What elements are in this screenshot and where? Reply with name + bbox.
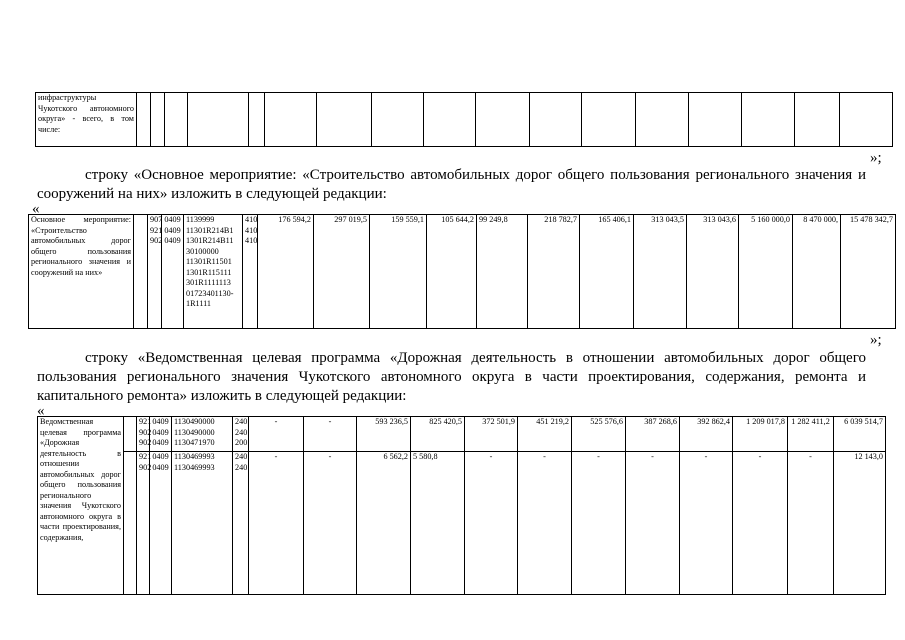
value-cell: 159 559,1 [370,215,427,329]
value-cell: - [304,452,357,595]
value-cell: 451 219,2 [518,417,572,452]
value-cell: - [465,452,518,595]
csr-codes: 1130490000 1130490000 1130471970 [172,417,233,452]
value-cell: 8 470 000, [793,215,841,329]
value-cell: 593 236,5 [357,417,411,452]
value-cell: 313 043,5 [634,215,687,329]
value-cell: 392 862,4 [680,417,733,452]
table-fragment-top [35,92,893,147]
amendment-paragraph [37,349,866,406]
value-cell: - [733,452,788,595]
row-name-cell: Ведомственная целевая программа «Дорожная деятельность в отношении автомобильных дорог общего пользования регионального значения Чукотского автономного округа в части проектирования, содержания, [38,417,124,595]
paragraph-text: строку «Основное мероприятие: «Строительство автомобильных дорог общего пользования регионального значения и сооружений на них» изложить в следующей редакции: [37,167,866,202]
value-cell: - [626,452,680,595]
vr-codes: 240 240 200 [233,417,249,452]
table-main-event [28,214,896,329]
total-cell: 15 478 342,7 [841,215,896,329]
closing-quote-mark: »; [870,150,882,166]
value-cell: - [304,417,357,452]
grbs-codes: 921 902 [137,452,150,595]
value-cell: 5 580,8 [411,452,465,595]
csr-codes: 1130469993 1130469993 [172,452,233,595]
value-cell: - [572,452,626,595]
value-cell: - [249,452,304,595]
value-cell: 1 209 017,8 [733,417,788,452]
vr-codes: 240 240 [233,452,249,595]
total-cell: 6 039 514,7 [834,417,886,452]
value-cell: - [788,452,834,595]
total-cell: 12 143,0 [834,452,886,595]
value-cell: 387 268,6 [626,417,680,452]
value-cell: 372 501,9 [465,417,518,452]
vr-codes: 410 410 410 [243,215,258,329]
value-cell: - [518,452,572,595]
value-cell: 1 282 411,2 [788,417,834,452]
amendment-paragraph [37,166,866,204]
grbs-codes: 907 921 902 [148,215,162,329]
value-cell: 99 249,8 [477,215,528,329]
closing-quote-mark: »; [870,332,882,348]
value-cell: 525 576,6 [572,417,626,452]
value-cell: - [249,417,304,452]
value-cell: 313 043,6 [687,215,739,329]
value-cell: - [680,452,733,595]
grbs-codes: 921 902 902 [137,417,150,452]
value-cell: 297 019,5 [314,215,370,329]
csr-codes: 1139999 11301R214B1 1301R214B11 30100000 11301R11501 1301R115111 301R1111113 01723401130- 1R1111 [184,215,243,329]
value-cell: 825 420,5 [411,417,465,452]
section-codes: 0409 0409 0409 [150,417,172,452]
value-cell: 165 406,1 [580,215,634,329]
section-codes: 0409 0409 0409 [162,215,184,329]
row-name-cell: инфраструктуры Чукотского автономного округа» - всего, в том числе: [36,93,137,147]
value-cell: 218 782,7 [528,215,580,329]
value-cell: 105 644,2 [427,215,477,329]
table-departmental-program [37,416,886,595]
value-cell: 6 562,2 [357,452,411,595]
paragraph-text: строку «Ведомственная целевая программа «Дорожная деятельность в отношении автомобильных дорог общего пользования регионального значения Чукотского автономного округа в части проектирования, содержания, ремонта и капитального ремонта» изложить в следующей редакции: [37,350,866,404]
value-cell: 176 594,2 [258,215,314,329]
row-name-cell: Основное мероприятие: «Строительство автомобильных дорог общего пользования регионального значения и сооружений на них» [29,215,134,329]
value-cell: 5 160 000,0 [739,215,793,329]
opening-quote-mark: « [32,201,40,217]
opening-quote-mark: « [37,403,45,419]
section-codes: 0409 0409 [150,452,172,595]
